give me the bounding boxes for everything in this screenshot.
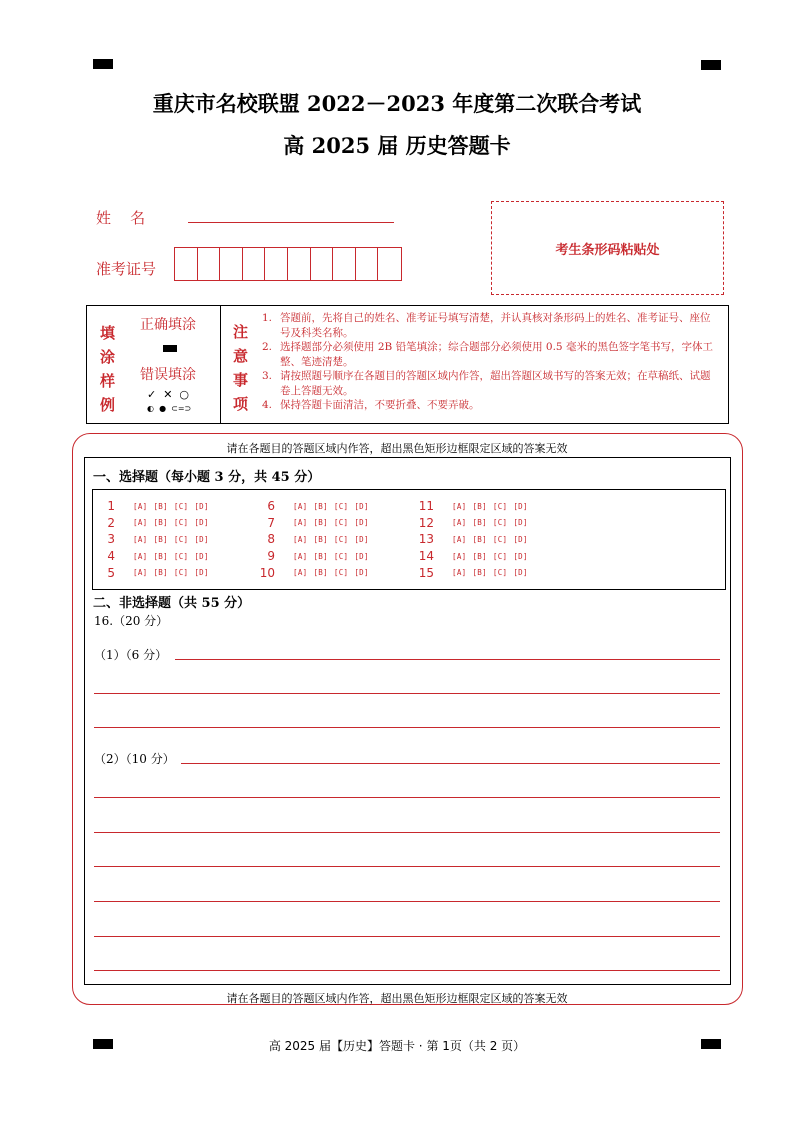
option-bubble[interactable]: [D] [513, 501, 528, 511]
note-item [262, 369, 717, 398]
option-bubbles [293, 552, 375, 561]
question-number: 11 [418, 499, 434, 513]
option-bubbles [133, 518, 215, 527]
question-row [412, 531, 534, 547]
exam-id-digit-box[interactable] [220, 248, 243, 280]
question-row [253, 515, 375, 531]
option-bubbles [293, 535, 375, 544]
question-number: 5 [107, 565, 115, 580]
option-bubble[interactable]: [C] [173, 534, 189, 544]
option-bubble[interactable]: [B] [313, 551, 328, 561]
option-bubble[interactable]: [B] [472, 534, 487, 544]
option-bubble[interactable]: [A] [452, 518, 467, 528]
barcode-area [491, 201, 724, 295]
option-bubble[interactable]: [D] [513, 568, 528, 578]
option-bubble[interactable]: [D] [354, 551, 369, 561]
option-bubble[interactable]: [C] [333, 534, 349, 544]
option-bubble[interactable]: [D] [194, 501, 209, 511]
notes-side-label [233, 320, 248, 416]
answer-area-warning-top: 请在各题目的答题区域内作答，超出黑色矩形边框限定区域的答案无效 [226, 442, 568, 455]
option-bubble[interactable]: [A] [452, 501, 467, 511]
option-bubble[interactable]: [B] [153, 534, 168, 544]
side-label-char: 涂 [100, 348, 116, 366]
registration-mark-top-left [93, 59, 113, 69]
exam-id-digit-box[interactable] [333, 248, 356, 280]
question-row [93, 498, 215, 514]
exam-id-digit-box[interactable] [198, 248, 221, 280]
side-label-char: 意 [233, 347, 249, 365]
registration-mark-top-right [701, 60, 721, 70]
option-bubble[interactable]: [D] [354, 534, 369, 544]
question-row [253, 531, 375, 547]
note-item [262, 398, 717, 413]
option-bubble[interactable]: [C] [492, 551, 508, 561]
option-bubble[interactable]: [A] [452, 551, 467, 561]
correct-fill-label: 正确填涂 [140, 317, 196, 333]
exam-title: 重庆市名校联盟 2022－2023 年度第二次联合考试 [152, 91, 642, 116]
question16-label: 16.（20 分） [94, 614, 169, 628]
option-bubble[interactable]: [C] [492, 518, 508, 528]
question-number: 9 [267, 549, 275, 564]
option-bubble[interactable]: [B] [153, 551, 168, 561]
question-row [253, 565, 375, 581]
option-bubble[interactable]: [A] [293, 534, 308, 544]
wrong-fill-label: 错误填涂 [140, 367, 196, 383]
exam-id-digit-box[interactable] [288, 248, 311, 280]
option-bubbles [452, 502, 534, 511]
option-bubble[interactable]: [D] [194, 551, 209, 561]
option-bubble[interactable]: [D] [513, 518, 528, 528]
option-bubble[interactable]: [A] [133, 534, 148, 544]
question-number: 2 [107, 515, 115, 530]
option-bubble[interactable]: [C] [333, 568, 349, 578]
option-bubbles [452, 535, 534, 544]
option-bubble[interactable]: [D] [194, 518, 209, 528]
option-bubble[interactable]: [D] [354, 568, 369, 578]
option-bubble[interactable]: [C] [492, 534, 508, 544]
note-text: 答题前，先将自己的姓名、准考证号填写清楚，并认真核对条形码上的姓名、准考证号、座位号及科类名称。 [280, 312, 711, 339]
option-bubble[interactable]: [A] [293, 568, 308, 578]
note-number: 3. [262, 370, 273, 382]
option-bubbles [133, 552, 215, 561]
option-bubble[interactable]: [A] [452, 534, 467, 544]
note-number: 2. [262, 341, 273, 353]
correct-fill-mark [163, 345, 177, 352]
option-bubble[interactable]: [B] [472, 518, 487, 528]
question-row [253, 548, 375, 564]
question-number: 12 [418, 515, 434, 530]
side-label-char: 事 [233, 371, 249, 389]
option-bubble[interactable]: [B] [472, 551, 487, 561]
option-bubble[interactable]: [A] [133, 518, 148, 528]
option-bubble[interactable]: [B] [313, 534, 328, 544]
note-item [262, 311, 717, 340]
exam-id-digit-box[interactable] [243, 248, 266, 280]
exam-id-digit-box[interactable] [356, 248, 379, 280]
option-bubble[interactable]: [B] [153, 501, 168, 511]
option-bubble[interactable]: [B] [472, 501, 487, 511]
option-bubbles [133, 502, 215, 511]
option-bubble[interactable]: [D] [354, 501, 369, 511]
answer-card-title: 高 2025 届 历史答题卡 [283, 133, 511, 158]
answer-line[interactable] [181, 763, 720, 764]
exam-id-digit-box[interactable] [378, 248, 401, 280]
option-bubble[interactable]: [C] [492, 501, 508, 511]
question-number: 6 [267, 499, 275, 513]
answer-line[interactable] [94, 693, 720, 694]
option-bubbles [452, 568, 534, 577]
side-label-char: 注 [233, 323, 249, 341]
question-number: 4 [107, 549, 115, 564]
name-label: 姓 名 [96, 209, 146, 227]
option-bubble[interactable]: [C] [492, 568, 508, 578]
note-text: 请按照题号顺序在各题目的答题区域内作答，超出答题区域书写的答案无效；在草稿纸、试题卷上答题无效。 [280, 370, 711, 397]
option-bubble[interactable]: [D] [513, 551, 528, 561]
option-bubble[interactable]: [B] [153, 568, 168, 578]
option-bubble[interactable]: [A] [293, 551, 308, 561]
answer-area-warning-bottom: 请在各题目的答题区域内作答，超出黑色矩形边框限定区域的答案无效 [226, 992, 568, 1005]
question-row [412, 548, 534, 564]
side-label-char: 填 [100, 324, 116, 342]
answer-line[interactable] [94, 866, 720, 867]
option-bubble[interactable]: [C] [173, 551, 189, 561]
option-bubble[interactable]: [C] [333, 518, 349, 528]
option-bubble[interactable]: [C] [333, 501, 349, 511]
option-bubble[interactable]: [C] [173, 501, 189, 511]
question-number: 15 [418, 565, 434, 580]
note-text: 选择题部分必须使用 2B 铅笔填涂；综合题部分必须使用 0.5 毫米的黑色签字笔书写，字体工整、笔迹清楚。 [280, 341, 713, 368]
note-item [262, 340, 717, 369]
exam-id-boxes[interactable] [174, 247, 402, 281]
answer-line[interactable] [94, 901, 720, 902]
wrong-fill-symbols-row2: ◐ ● ⊂=⊃ [147, 404, 192, 413]
multiple-choice-grid [92, 489, 726, 590]
option-bubble[interactable]: [B] [472, 568, 487, 578]
barcode-label: 考生条形码粘贴处 [555, 242, 660, 258]
answer-line[interactable] [175, 659, 720, 660]
option-bubble[interactable]: [D] [194, 534, 209, 544]
page-footer: 高 2025 届【历史】答题卡 · 第 1页（共 2 页） [268, 1039, 526, 1053]
section2-title: 二、非选择题（共 55 分） [93, 596, 251, 611]
option-bubbles [133, 535, 215, 544]
fill-sample-side-label [100, 321, 115, 417]
question-row [93, 531, 215, 547]
option-bubble[interactable]: [A] [133, 551, 148, 561]
option-bubble[interactable]: [A] [293, 501, 308, 511]
option-bubble[interactable]: [A] [452, 568, 467, 578]
option-bubble[interactable]: [A] [133, 568, 148, 578]
question-row [412, 515, 534, 531]
answer-line[interactable] [94, 832, 720, 833]
option-bubbles [293, 518, 375, 527]
option-bubble[interactable]: [B] [153, 518, 168, 528]
side-label-char: 样 [100, 372, 116, 390]
option-bubble[interactable]: [D] [513, 534, 528, 544]
option-bubbles [293, 502, 375, 511]
exam-id-digit-box[interactable] [175, 248, 198, 280]
question-number: 13 [418, 532, 434, 547]
question-row [93, 565, 215, 581]
question-number: 1 [107, 499, 115, 513]
note-number: 1. [262, 312, 273, 324]
option-bubble[interactable]: [B] [313, 568, 328, 578]
exam-id-digit-box[interactable] [311, 248, 334, 280]
option-bubble[interactable]: [B] [313, 518, 328, 528]
question-number: 10 [259, 565, 275, 580]
option-bubbles [293, 568, 375, 577]
option-bubble[interactable]: [B] [313, 501, 328, 511]
instructions-divider [220, 306, 221, 423]
question-row [93, 515, 215, 531]
section1-title: 一、选择题（每小题 3 分，共 45 分） [93, 470, 321, 485]
answer-line[interactable] [94, 936, 720, 937]
option-bubble[interactable]: [D] [194, 568, 209, 578]
question-number: 8 [267, 532, 275, 547]
note-number: 4. [262, 399, 273, 411]
option-bubble[interactable]: [C] [173, 518, 189, 528]
part2-label: （2）（10 分） [94, 752, 175, 766]
option-bubble[interactable]: [C] [173, 568, 189, 578]
question-number: 14 [418, 549, 434, 564]
part1-label: （1）（6 分） [94, 648, 168, 662]
option-bubbles [452, 552, 534, 561]
option-bubbles [452, 518, 534, 527]
answer-line[interactable] [94, 727, 720, 728]
note-text: 保持答题卡面清洁，不要折叠、不要弄破。 [280, 399, 480, 411]
option-bubble[interactable]: [D] [354, 518, 369, 528]
option-bubble[interactable]: [A] [133, 501, 148, 511]
name-field[interactable] [188, 222, 394, 223]
option-bubble[interactable]: [C] [333, 551, 349, 561]
question-row [253, 498, 375, 514]
instructions-box [86, 305, 729, 424]
side-label-char: 项 [233, 395, 249, 413]
question-row [93, 548, 215, 564]
option-bubbles [133, 568, 215, 577]
question-row [412, 565, 534, 581]
answer-line[interactable] [94, 797, 720, 798]
question-row [412, 498, 534, 514]
wrong-fill-symbols-row1: ✓ ✕ ○ [147, 388, 190, 401]
question-number: 7 [267, 515, 275, 530]
answer-line[interactable] [94, 970, 720, 971]
side-label-char: 例 [100, 396, 116, 414]
notes-list [262, 311, 717, 413]
question-number: 3 [107, 532, 115, 547]
exam-id-label: 准考证号 [96, 260, 157, 278]
exam-id-digit-box[interactable] [265, 248, 288, 280]
option-bubble[interactable]: [A] [293, 518, 308, 528]
